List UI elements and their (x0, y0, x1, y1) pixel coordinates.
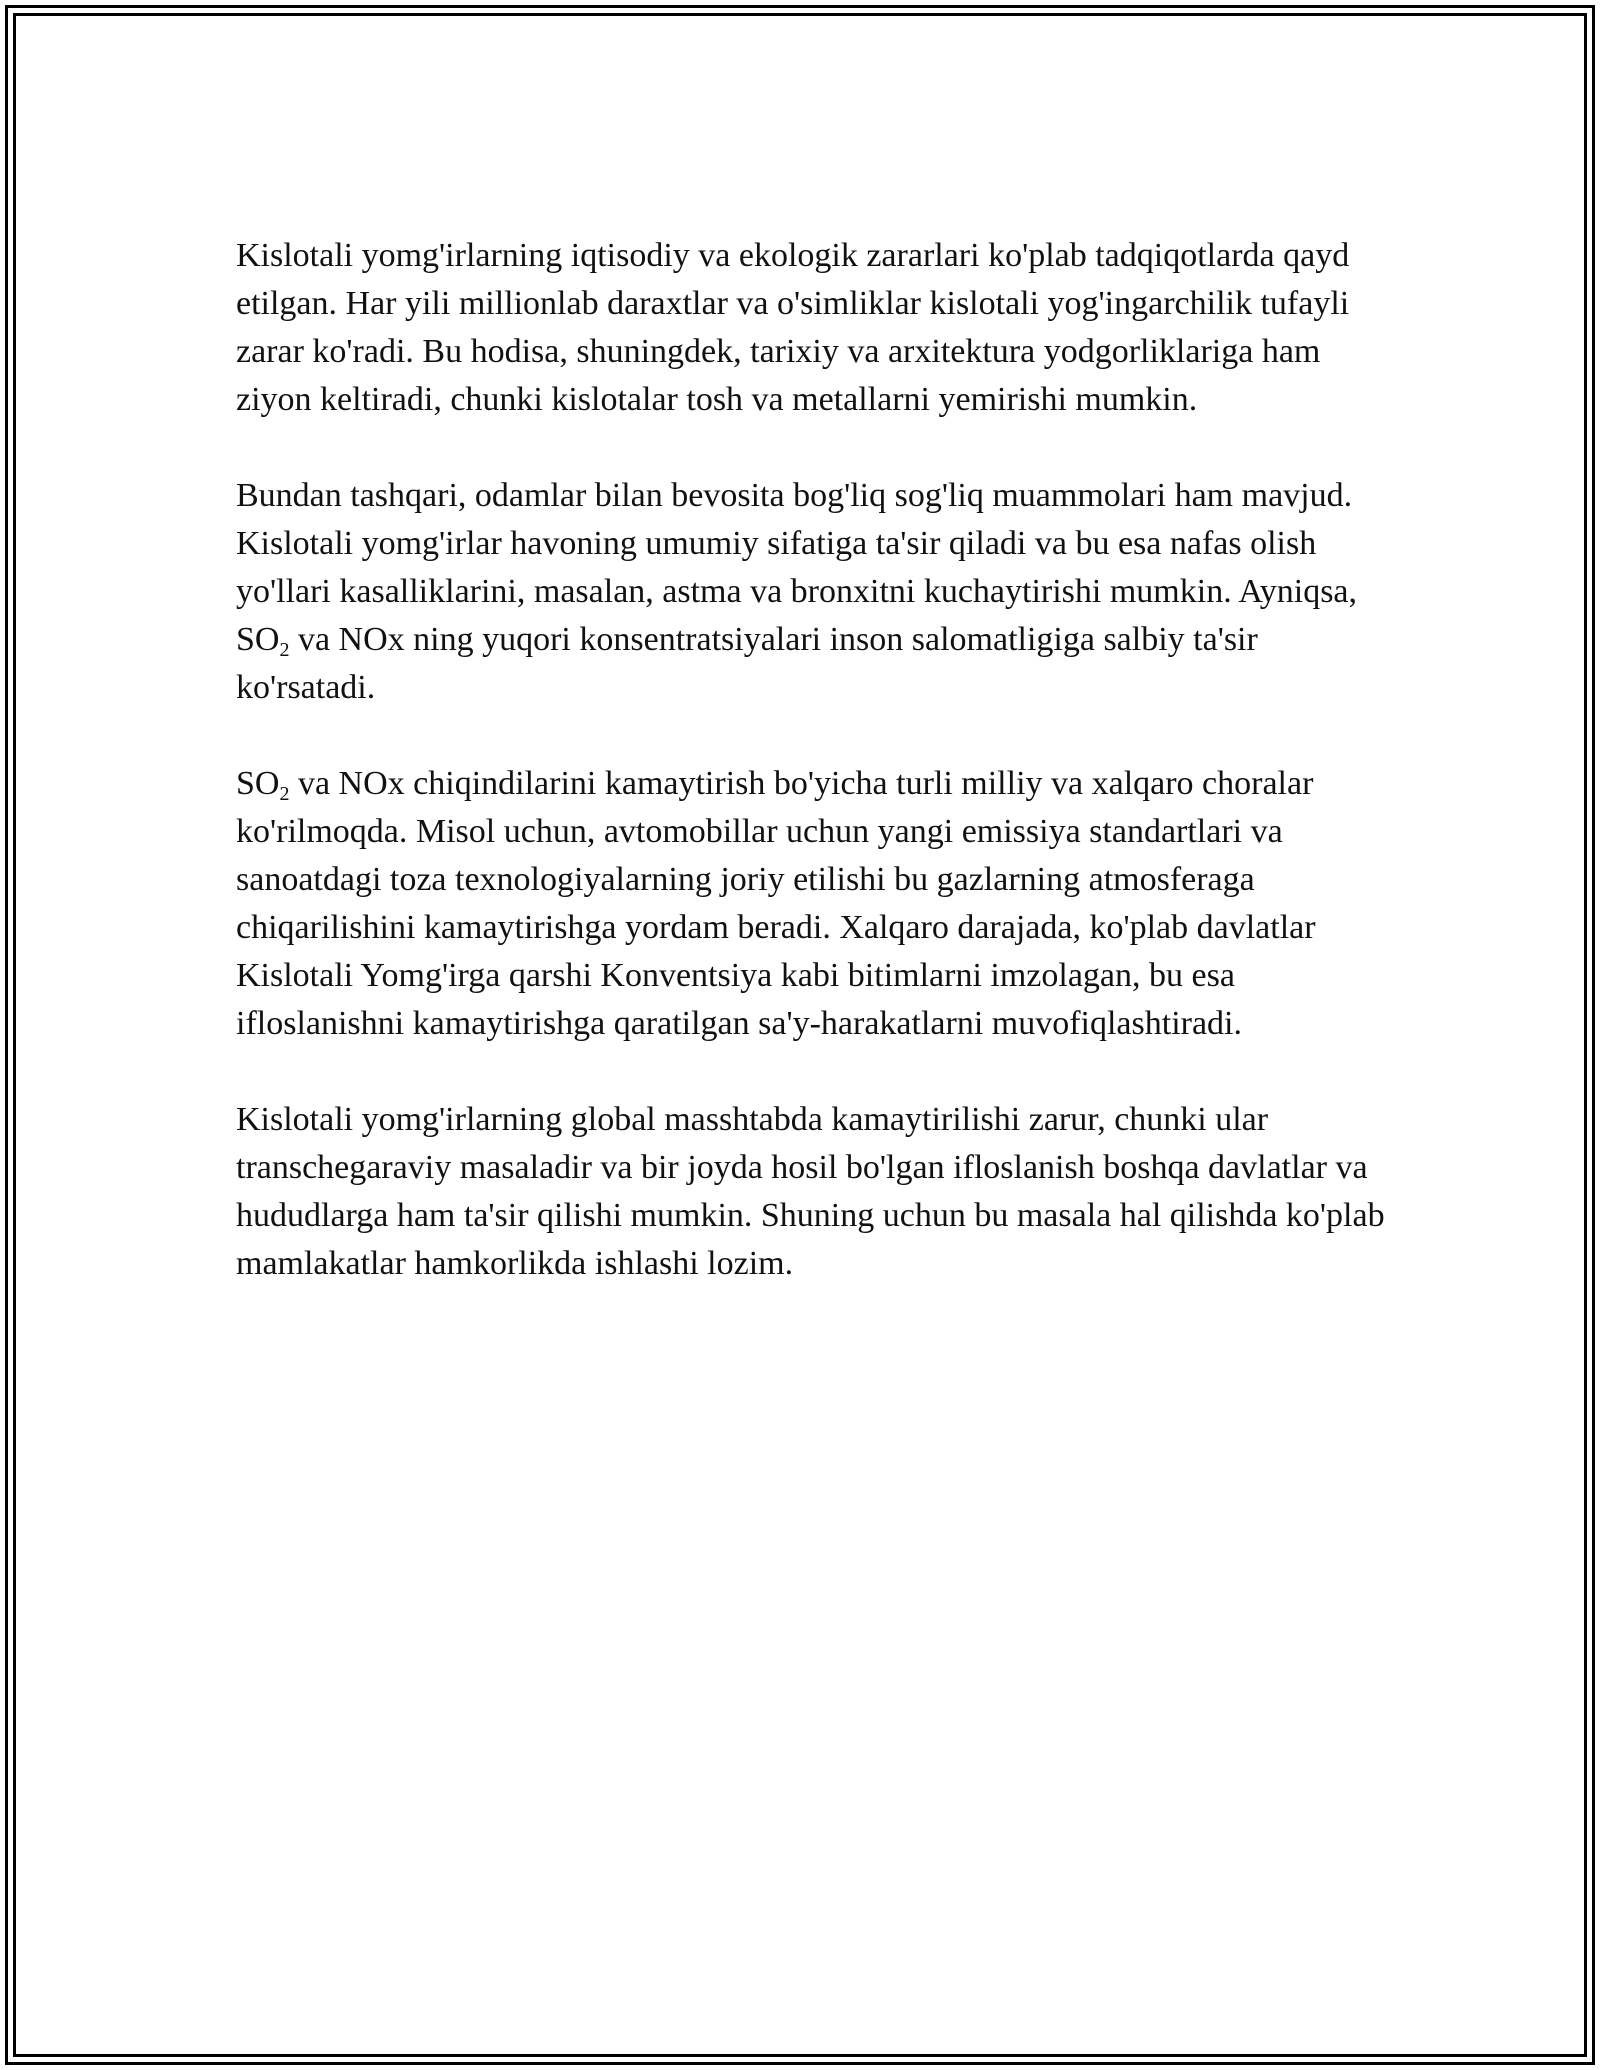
paragraph-text: Kislotali yomg'irlarning global masshtabda kamaytirilishi zarur, chunki ular transchegaraviy masaladir va bir joyda hosil bo'lgan ifloslanish boshqa davlatlar va hududlarga ham ta'sir qilishi mumkin. Shuning uchun bu masala hal qilishda ko'plab mamlakatlar hamkorlikda ishlashi lozim. (236, 1101, 1385, 1282)
paragraph-2 (236, 472, 1386, 712)
document-body (236, 232, 1386, 1336)
paragraph-text: Kislotali yomg'irlarning iqtisodiy va ekologik zararlari ko'plab tadqiqotlarda qayd etilgan. Har yili millionlab daraxtlar va o'simliklar kislotali yog'ingarchilik tufayli zarar ko'radi. Bu hodisa, shuningdek, tarixiy va arxitektura yodgorliklariga ham ziyon keltiradi, chunki kislotalar tosh va metallarni yemirishi mumkin. (236, 237, 1350, 418)
paragraph-text: Bundan tashqari, odamlar bilan bevosita bog'liq sog'liq muammolari ham mavjud. Kislotali yomg'irlar havoning umumiy sifatiga ta'sir qiladi va bu esa nafas olish yo'llari kasalliklarini, masalan, astma va bronxitni kuchaytirishi mumkin. Ayniqsa, SO (236, 477, 1358, 658)
paragraph-text: va NOx chiqindilarini kamaytirish bo'yicha turli milliy va xalqaro choralar ko'rilmoqda. Misol uchun, avtomobillar uchun yangi emissiya standartlari va sanoatdagi toza texnologiyalarning joriy etilishi bu gazlarning atmosferaga chiqarilishini kamaytirishga yordam beradi. Xalqaro darajada, ko'plab davlatlar Kislotali Yomg'irga qarshi Konventsiya kabi bitimlarni imzolagan, bu esa ifloslanishni kamaytirishga qaratilgan sa'y-harakatlarni muvofiqlashtiradi. (236, 765, 1316, 1042)
subscript: 2 (279, 639, 290, 661)
paragraph-3 (236, 760, 1386, 1048)
subscript: 2 (279, 783, 290, 805)
paragraph-text: SO (236, 765, 280, 802)
paragraph-text: va NOx ning yuqori konsentratsiyalari inson salomatligiga salbiy ta'sir ko'rsatadi. (236, 621, 1258, 706)
paragraph-4 (236, 1096, 1386, 1288)
paragraph-1 (236, 232, 1386, 424)
